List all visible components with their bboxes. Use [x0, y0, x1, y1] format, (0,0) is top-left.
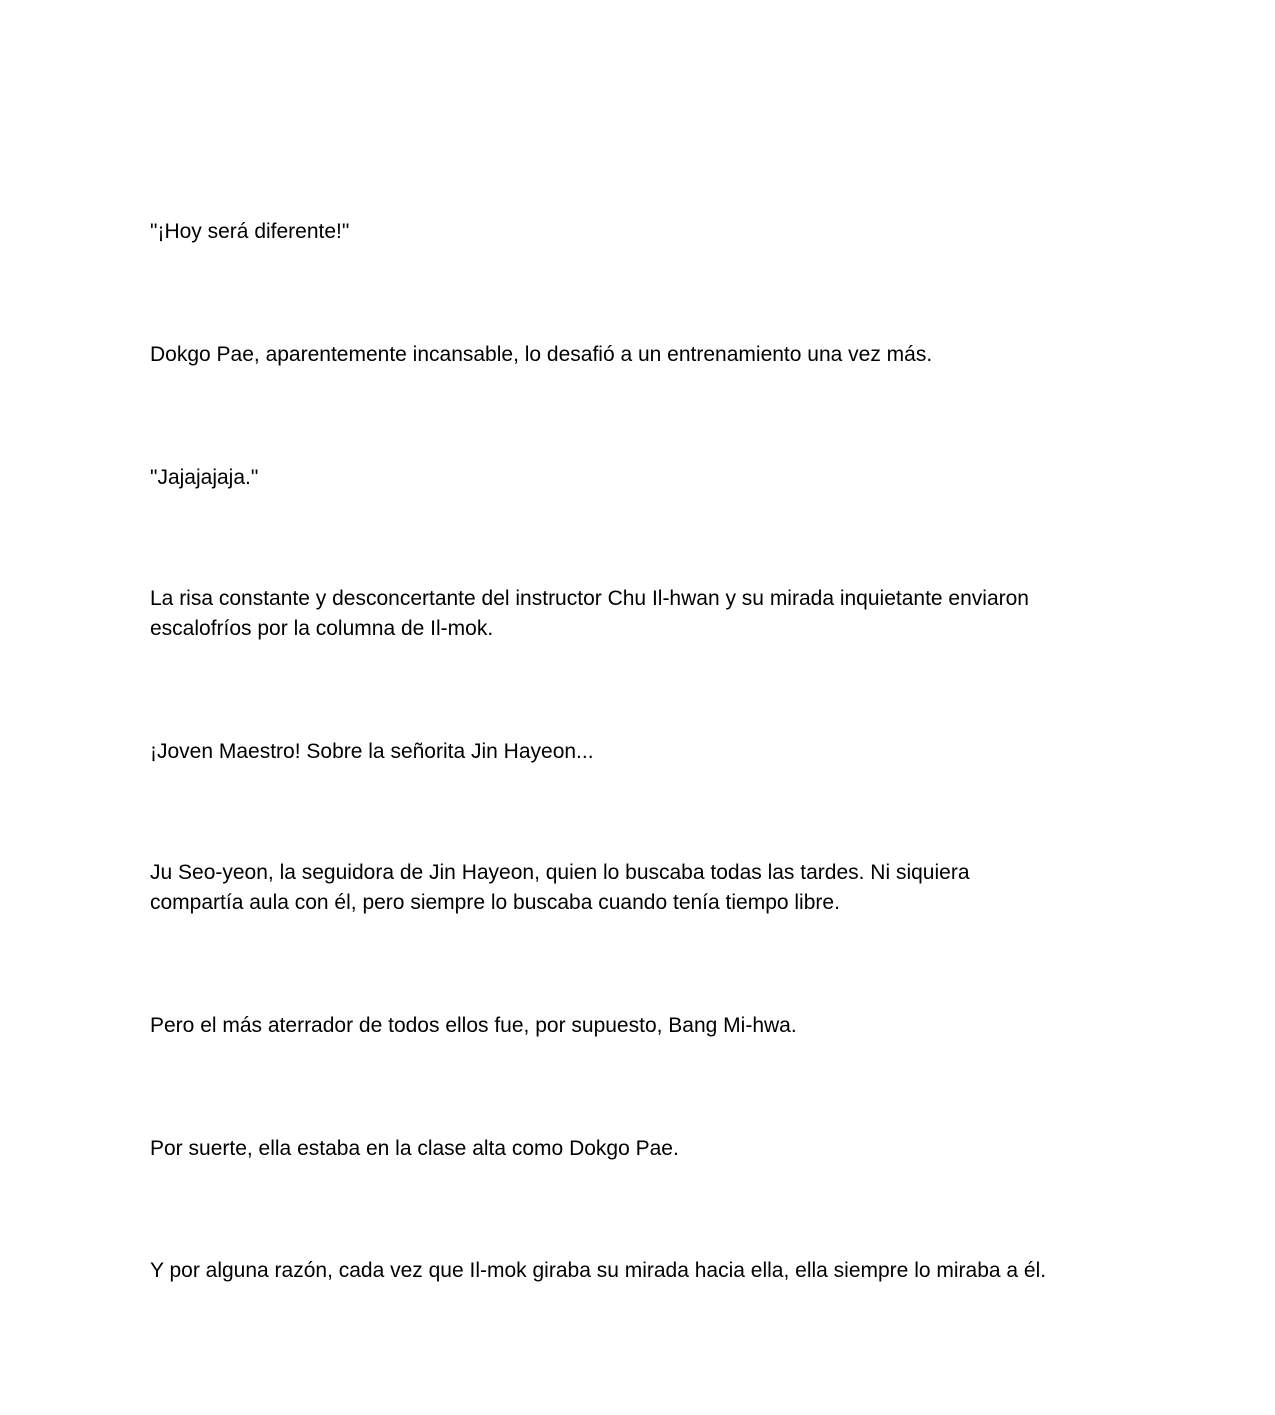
paragraph-2 — [150, 340, 1130, 370]
paragraph-line: La risa constante y desconcertante del instructor Chu Il-hwan y su mirada inquietante enviaron — [150, 587, 1029, 610]
paragraph-6 — [150, 858, 1130, 918]
paragraph-line: Por suerte, ella estaba en la clase alta como Dokgo Pae. — [150, 1137, 679, 1160]
paragraph-line: Ju Seo-yeon, la seguidora de Jin Hayeon, quien lo buscaba todas las tardes. Ni siquiera — [150, 861, 970, 884]
paragraph-line: compartía aula con él, pero siempre lo buscaba cuando tenía tiempo libre. — [150, 891, 840, 914]
paragraph-1 — [150, 217, 1130, 247]
paragraph-5 — [150, 737, 1130, 767]
paragraph-4 — [150, 584, 1130, 644]
paragraph-line: "Jajajajaja." — [150, 466, 259, 489]
paragraph-9 — [150, 1256, 1130, 1286]
paragraph-line: Dokgo Pae, aparentemente incansable, lo desafió a un entrenamiento una vez más. — [150, 343, 933, 366]
paragraph-line: escalofríos por la columna de Il-mok. — [150, 617, 494, 640]
paragraph-line: Y por alguna razón, cada vez que Il-mok giraba su mirada hacia ella, ella siempre lo miraba a él. — [150, 1259, 1047, 1282]
paragraph-7 — [150, 1011, 1130, 1041]
paragraph-8 — [150, 1134, 1130, 1164]
paragraph-line: Pero el más aterrador de todos ellos fue, por supuesto, Bang Mi-hwa. — [150, 1014, 797, 1037]
paragraph-line: ¡Joven Maestro! Sobre la señorita Jin Hayeon... — [150, 740, 594, 763]
paragraph-3 — [150, 463, 1130, 493]
paragraph-line: "¡Hoy será diferente!" — [150, 220, 350, 243]
